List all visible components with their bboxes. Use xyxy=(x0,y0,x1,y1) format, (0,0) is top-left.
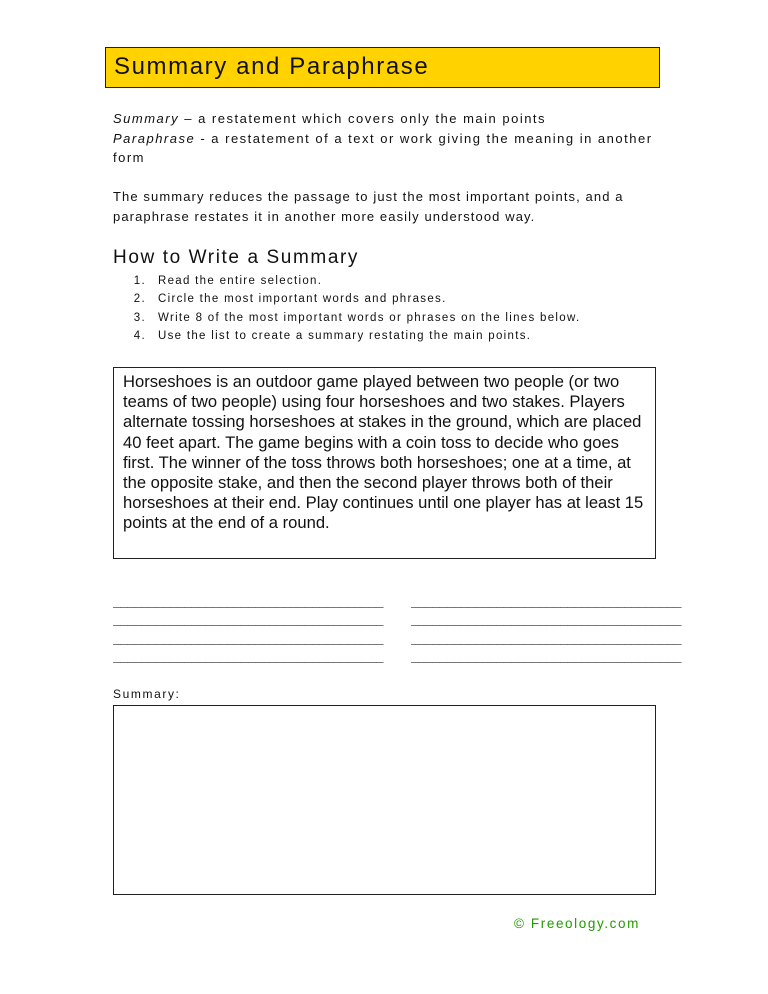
summary-label: Summary: xyxy=(113,687,181,701)
intro-paragraph: The summary reduces the passage to just the most important points, and a paraphrase restates it in another more easily understood way. xyxy=(113,189,624,224)
writing-line[interactable]: ______________________________________ xyxy=(411,613,681,629)
writing-line[interactable]: ______________________________________ xyxy=(113,650,383,666)
how-to-heading: How to Write a Summary xyxy=(113,247,360,268)
paraphrase-def-text: - a restatement of a text or work giving the meaning in another form xyxy=(113,130,653,165)
list-item xyxy=(113,309,580,327)
step-number: 3. xyxy=(133,311,146,324)
list-item xyxy=(113,272,580,290)
title-banner xyxy=(105,47,660,88)
step-number: 4. xyxy=(133,329,146,342)
steps-list xyxy=(113,272,580,345)
list-item xyxy=(113,327,580,345)
writing-line[interactable]: ______________________________________ xyxy=(113,631,383,647)
paraphrase-term: Paraphrase xyxy=(113,130,196,146)
definitions xyxy=(113,109,673,168)
paraphrase-definition xyxy=(113,129,673,168)
footer-credit: © Freeology.com xyxy=(514,916,640,931)
summary-term: Summary xyxy=(113,111,180,126)
step-text: Use the list to create a summary restating the main points. xyxy=(158,329,532,342)
writing-line[interactable]: ______________________________________ xyxy=(113,613,383,629)
writing-line[interactable]: ______________________________________ xyxy=(411,595,681,610)
passage-box: Horseshoes is an outdoor game played between two people (or two teams of two people) using four horseshoes and two stakes. Players alternate tossing horseshoes at stakes in the ground, which are placed 40 feet apart. The game begins with a coin toss to decide who goes first. The winner of the toss throws both horseshoes; one at a time, at the opposite stake, and then the second player throws both of their horseshoes at their end. Play continues until one player has at least 15 points at the end of a round. xyxy=(113,367,656,559)
step-text: Circle the most important words and phrases. xyxy=(158,293,447,306)
step-number: 1. xyxy=(133,275,146,287)
writing-line[interactable]: ______________________________________ xyxy=(411,631,681,647)
step-text: Write 8 of the most important words or phrases on the lines below. xyxy=(158,311,581,324)
page-title: Summary and Paraphrase xyxy=(114,53,430,80)
writing-line[interactable]: ______________________________________ xyxy=(113,595,383,610)
summary-definition xyxy=(113,109,673,129)
writing-line[interactable]: ______________________________________ xyxy=(411,650,681,666)
summary-def-text: – a restatement which covers only the main points xyxy=(179,111,547,126)
word-lines-left xyxy=(113,594,383,668)
step-text: Read the entire selection. xyxy=(158,275,323,287)
summary-answer-box[interactable] xyxy=(113,705,656,895)
word-lines-right xyxy=(411,594,681,668)
step-number: 2. xyxy=(133,293,146,306)
list-item xyxy=(113,290,580,308)
